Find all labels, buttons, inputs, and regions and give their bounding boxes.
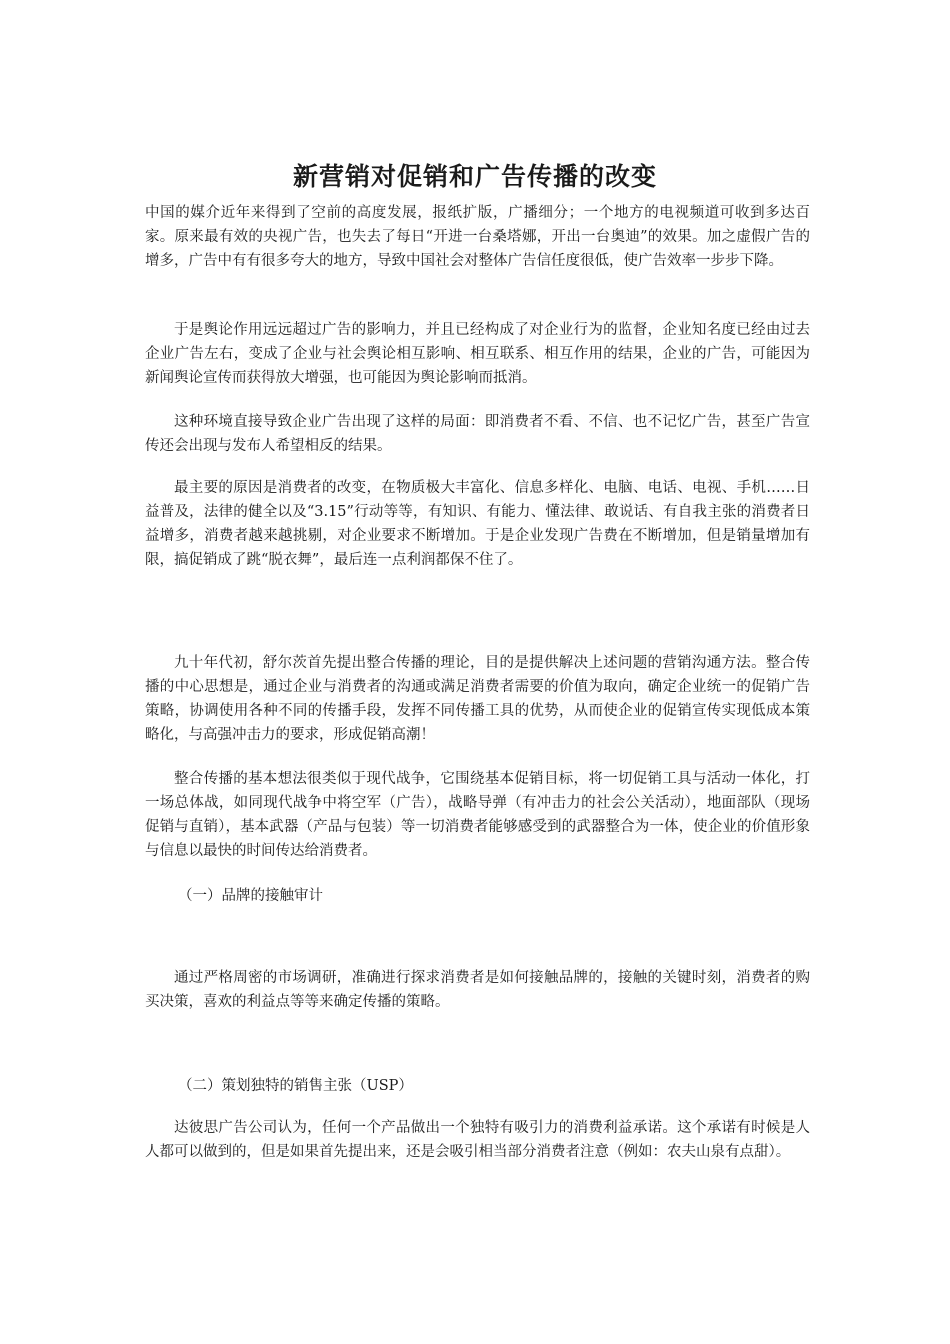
paragraph-integrated-communication: 九十年代初，舒尔茨首先提出整合传播的理论，目的是提供解决上述问题的营销沟通方法。整合传播的中心思想是，通过企业与消费者的沟通或满足消费者需要的价值为取向，确定企业统一的促销广告策略，协调使用各种不同的传播手段，发挥不同传播工具的优势，从而使企业的促销宣传实现低成本策略化，与高强冲击力的要求，形成促销高潮！ <box>145 655 810 743</box>
paragraph-consumer-change: 最主要的原因是消费者的改变，在物质极大丰富化、信息多样化、电脑、电话、电视、手机……日益普及，法律的健全以及“3.15”行动等等，有知识、有能力、懂法律、敢说话、有自我主张的消费者日益增多，消费者越来越挑剔，对企业要求不断增加。于是企业发现广告费在不断增加，但是销量增加有限，搞促销成了跳“脱衣舞”，最后连一点利润都保不住了。 <box>145 480 810 568</box>
section-heading-brand-contact-audit: （一）品牌的接触审计 <box>178 888 323 904</box>
paragraph-bates-agency: 达彼思广告公司认为，任何一个产品做出一个独特有吸引力的消费利益承诺。这个承诺有时候是人人都可以做到的，但是如果首先提出来，还是会吸引相当部分消费者注意（例如：农夫山泉有点甜）。 <box>145 1120 810 1160</box>
paragraph-modern-warfare: 整合传播的基本想法很类似于现代战争，它围绕基本促销目标，将一切促销工具与活动一体化，打一场总体战，如同现代战争中将空军（广告），战略导弹（有冲击力的社会公关活动），地面部队（现场促销与直销），基本武器（产品与包装）等一切消费者能够感受到的武器整合为一体，使企业的价值形象与信息以最快的时间传达给消费者。 <box>145 771 810 859</box>
section-heading-usp: （二）策划独特的销售主张（USP） <box>178 1078 413 1094</box>
paragraph-environment: 这种环境直接导致企业广告出现了这样的局面：即消费者不看、不信、也不记忆广告，甚至广告宣传还会出现与发布人希望相反的结果。 <box>145 414 810 454</box>
paragraph-public-opinion: 于是舆论作用远远超过广告的影响力，并且已经构成了对企业行为的监督，企业知名度已经由过去企业广告左右，变成了企业与社会舆论相互影响、相互联系、相互作用的结果，企业的广告，可能因为新闻舆论宣传而获得放大增强，也可能因为舆论影响而抵消。 <box>145 322 810 386</box>
paragraph-market-research: 通过严格周密的市场调研，准确进行探求消费者是如何接触品牌的，接触的关键时刻，消费者的购买决策，喜欢的利益点等等来确定传播的策略。 <box>145 970 810 1010</box>
paragraph-media-development: 中国的媒介近年来得到了空前的高度发展，报纸扩版，广播细分；一个地方的电视频道可收到多达百家。原来最有效的央视广告，也失去了每日“开进一台桑塔娜，开出一台奥迪”的效果。加之虚假广告的增多，广告中有有很多夸大的地方，导致中国社会对整体广告信任度很低，使广告效率一步步下降。 <box>145 205 810 269</box>
document-title: 新营销对促销和广告传播的改变 <box>292 161 657 191</box>
